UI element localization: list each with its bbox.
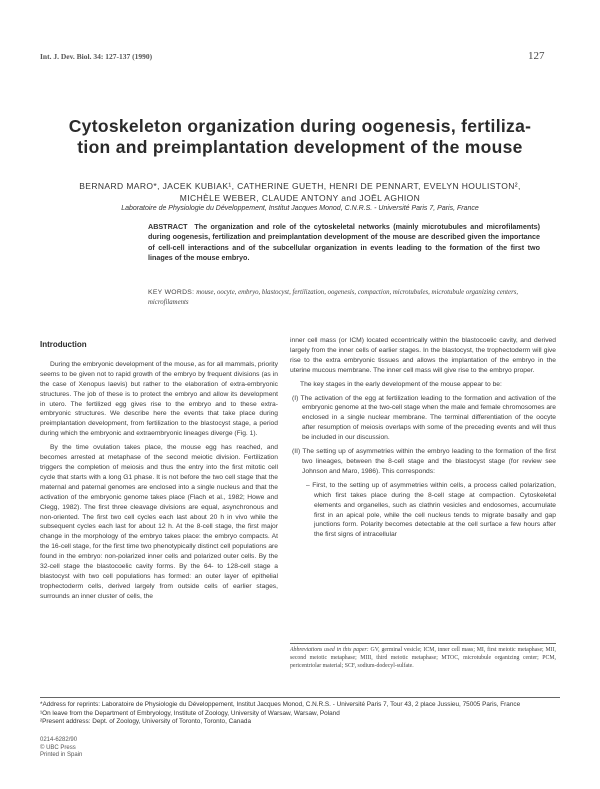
issn-code: 0214-6282/90 [40,737,78,743]
page-number: 127 [528,50,545,62]
reprint-address: *Address for reprints: Laboratoire de Physiologie du Développement, Institut Jacques Monod, C.N.R.S. - Université Paris 7, Tour 43, 2 place Jussieu, 75005 Paris, France [40,701,521,708]
journal-citation: Int. J. Dev. Biol. 34: 127-137 (1990) [40,52,153,61]
authors-line-2: MICHÈLE WEBER, CLAUDE ANTONY and JOËL AGHION [179,193,421,203]
paragraph: The key stages in the early development of the mouse appear to be: [300,380,502,388]
abbreviations-footnote [290,643,556,671]
list-subitem: – First, to the setting up of asymmetries within cells, a process called polarization, which first takes place during the 8-cell stage at compaction. Cytoskeletal elements and organelles, such as clathrin vesicles and endosomes, accumulate first in an apical pole, while the cell nucleus tends to migrate basally and gap junctions form. Polarity becomes detectable at the cell surface a few hours after the first signs of intracellular [306,481,556,539]
paragraph: inner cell mass (or ICM) located eccentrically within the blastocoelic cavity, and derived largely from the inner cells of earlier stages. In the blastocyst, the trophectoderm will give rise to the extra embryonic tissues and allows the implantation of the embryo in the uterine mucous membrane. The inner cell mass will give rise to the embryo proper. [290,337,556,374]
title-line-1: Cytoskeleton organization during oogenesis, fertiliza- [68,116,532,136]
affiliation: Laboratoire de Physiologie du Développement, Institut Jacques Monod, C.N.R.S. - Université Paris 7, Paris, France [121,205,479,212]
authors-line-1: BERNARD MARO*, JACEK KUBIAK¹, CATHERINE GUETH, HENRI DE PENNART, EVELYN HOULISTON², [79,181,521,191]
list-item: (II) The setting up of asymmetries within the embryo leading to the formation of the first two lineages, between the 8-cell stage and the blastocyst stage (for review see Johnson and Maro, 1986). This corresponds: [292,448,556,475]
list-item: (I) The activation of the egg at fertilization leading to the formation and activation of the embryonic genome at the two-cell stage when the male and female chromosomes are enclosed in a single nuclear membrane. The terminal differentiation of the oocyte after resumption of meiosis overlaps with some of the preceding events and will thus be included in our discussion. [292,394,556,442]
footnotes [40,697,560,727]
abstract-text: The organization and role of the cytoskeletal networks (mainly microtubules and microfilaments) during oogenesis, fertilization and preimplantation development of the mouse are described given the importance of cell-cell interactions and of the subcellular organization in events leading to the formation of the first two linages of the mouse embryo. [148,222,540,263]
author-list [40,180,560,204]
publication-codes [40,737,82,760]
keywords [148,288,540,309]
keywords-list: mouse, oocyte, embryo, blastocyst, fertilization, oogenesis, compaction, microtubules, microtubule organizing centers, microfilaments [148,289,519,307]
title-line-2: tion and preimplantation development of the mouse [77,137,523,157]
abstract-label: ABSTRACT [148,222,188,231]
paragraph: During the embryonic development of the mouse, as for all mammals, priority seems to be given not to rapid growth of the embryo by frequent divisions (as in the case of Xenopus laevis) but rather to the elaboration of extra-embryonic structures. The job of these is to protect the embryo and allow its development in utero. The fertilized egg gives rise to the embryo and to these extra-embryonic structures. We describe here the events that take place during preimplantation development, from fertilization to the blastocyst stage, a period during which the embryonic and extraembryonic lineages diverge (Fig. 1). [40,360,278,438]
footnote-1: ¹On leave from the Department of Embryology, Institute of Zoology, University of Warsaw, Warsaw, Poland [40,709,340,717]
article-title [30,116,570,158]
section-heading-introduction: Introduction [40,340,87,349]
abstract [148,222,540,264]
footnote-2: ²Present address: Dept. of Zoology, University of Toronto, Toronto, Canada [40,718,252,726]
copyright: © UBC Press [40,744,76,751]
keywords-label: KEY WORDS: [148,289,195,296]
left-column [40,340,278,606]
paragraph: By the time ovulation takes place, the mouse egg has reached, and becomes arrested at metaphase of the second meiotic division. Fertilization triggers the completion of meiosis and thus the entry into the first mitotic cell cycle that starts with a long G1 phase. It is not before the two cell stage that the maternal and paternal genomes are enclosed into a single nucleus and that the activation of the embryonic genome takes place (Flach et al., 1982; Howe and Clegg, 1982). The first three cleavage divisions are equal, asynchronous and non-oriented. The first two cell cycles each last about 20 h in vivo while the subsequent cycles each last for about 12 h. At the 8-cell stage, the first major change in the morphology of the embryo takes place: the embryo compacts. At the 16-cell stage, for the first time two phenotypically distinct cell populations are found in the embryo: non-polarized inner cells and polarized outer cells. By the 32-cell stage the blastocoelic cavity forms. By the 64- to 128-cell stage a blastocyst with two cell populations has formed: an outer layer of epithelial trophectoderm cells, derived largely from outside cells of earlier stages, surrounds an inner cluster of cells, the [40,444,278,600]
printed-in: Printed in Spain [40,752,83,759]
abbreviations-text: GV, germinal vesicle; ICM, inner cell mass; MI, first meiotic metaphase; MII, second meiotic metaphase; MIII, third meiotic metaphase; MTOC, microtubule organizing center; PCM, pericentriolar material; SCF, sodium-dodecyl-sulfate. [290,647,556,670]
right-column [290,336,556,544]
abbreviations-label: Abbreviations used in this paper: [290,647,369,653]
